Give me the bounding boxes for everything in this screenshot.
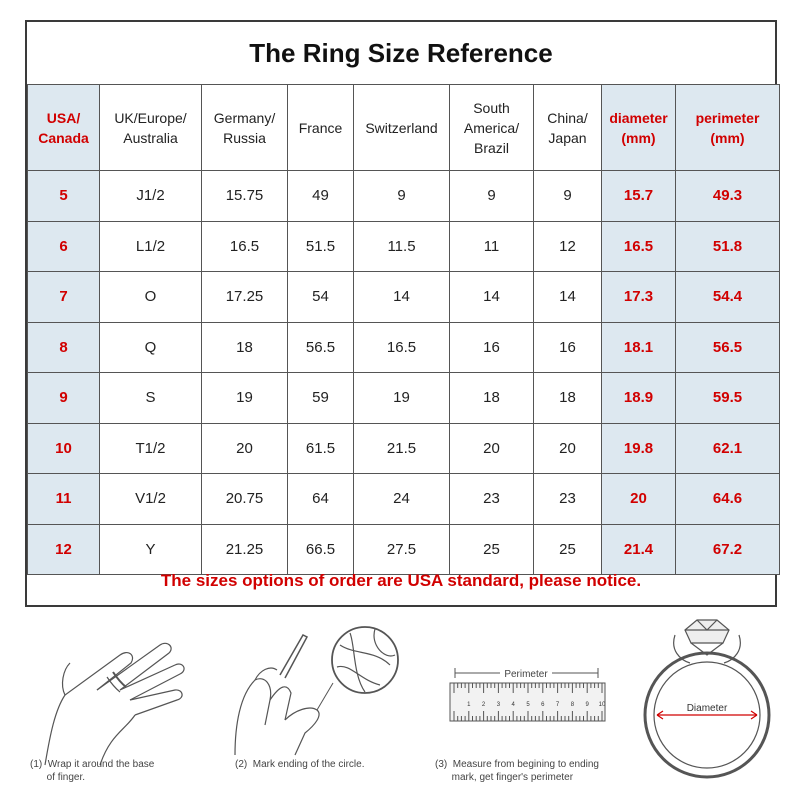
usa-size-cell: 6	[28, 221, 100, 272]
table-row	[28, 373, 780, 424]
usa-size-cell: 11	[28, 474, 100, 525]
measurement-cell: 19.8	[602, 423, 676, 474]
size-cell: 16	[534, 322, 602, 373]
size-cell: 16	[450, 322, 534, 373]
ring-size-chart	[25, 20, 777, 607]
size-cell: 16.5	[354, 322, 450, 373]
measurement-cell: 18.1	[602, 322, 676, 373]
table-row	[28, 221, 780, 272]
size-cell: 11.5	[354, 221, 450, 272]
size-cell: 14	[354, 272, 450, 323]
column-header: China/ Japan	[534, 85, 602, 171]
size-cell: 59	[288, 373, 354, 424]
usa-size-cell: 9	[28, 373, 100, 424]
size-cell: 20	[450, 423, 534, 474]
size-cell: 9	[534, 171, 602, 222]
table-row	[28, 272, 780, 323]
chart-title: The Ring Size Reference	[249, 38, 553, 68]
step-3-caption: (3) Measure from begining to ending mark, get finger's perimeter	[435, 759, 599, 783]
column-header: South America/ Brazil	[450, 85, 534, 171]
size-cell: 18	[450, 373, 534, 424]
column-header: France	[288, 85, 354, 171]
measurement-cell: 62.1	[676, 423, 780, 474]
column-header: perimeter (mm)	[676, 85, 780, 171]
table-header-row	[28, 85, 780, 171]
measurement-cell: 64.6	[676, 474, 780, 525]
size-cell: V1/2	[100, 474, 202, 525]
size-cell: 12	[534, 221, 602, 272]
size-cell: 14	[534, 272, 602, 323]
measurement-steps	[25, 615, 777, 795]
step-1	[25, 615, 210, 795]
measurement-cell: 59.5	[676, 373, 780, 424]
step-2	[225, 615, 430, 795]
hand-wrap-illustration	[25, 615, 210, 765]
usa-size-cell: 10	[28, 423, 100, 474]
size-cell: 64	[288, 474, 354, 525]
usa-size-cell: 12	[28, 524, 100, 575]
measurement-cell: 51.8	[676, 221, 780, 272]
size-cell: 23	[534, 474, 602, 525]
ring-illustration	[635, 615, 777, 790]
mark-circle-illustration	[225, 615, 430, 755]
size-cell: 19	[354, 373, 450, 424]
size-cell: 20	[534, 423, 602, 474]
size-cell: 17.25	[202, 272, 288, 323]
size-cell: 18	[202, 322, 288, 373]
size-cell: 16.5	[202, 221, 288, 272]
column-header: Germany/ Russia	[202, 85, 288, 171]
step-3	[430, 615, 630, 795]
table-row	[28, 474, 780, 525]
usa-size-cell: 7	[28, 272, 100, 323]
measurement-cell: 17.3	[602, 272, 676, 323]
size-cell: 54	[288, 272, 354, 323]
size-cell: L1/2	[100, 221, 202, 272]
measurement-cell: 56.5	[676, 322, 780, 373]
ring-size-table	[27, 84, 780, 575]
ring-diameter	[635, 615, 777, 795]
size-cell: 14	[450, 272, 534, 323]
size-cell: 11	[450, 221, 534, 272]
size-cell: 20	[202, 423, 288, 474]
measurement-cell: 49.3	[676, 171, 780, 222]
measurement-cell: 54.4	[676, 272, 780, 323]
size-cell: 18	[534, 373, 602, 424]
size-cell: 21.5	[354, 423, 450, 474]
size-cell: 49	[288, 171, 354, 222]
measurement-cell: 20	[602, 474, 676, 525]
measurement-cell: 16.5	[602, 221, 676, 272]
step-2-caption: (2) Mark ending of the circle.	[235, 759, 365, 770]
size-cell: 66.5	[288, 524, 354, 575]
size-cell: 15.75	[202, 171, 288, 222]
size-cell: O	[100, 272, 202, 323]
size-cell: 56.5	[288, 322, 354, 373]
diameter-label: Diameter	[686, 703, 728, 714]
size-cell: T1/2	[100, 423, 202, 474]
ruler-number: 6	[541, 702, 545, 708]
size-cell: 21.25	[202, 524, 288, 575]
ruler-number: 7	[555, 702, 560, 708]
size-cell: S	[100, 373, 202, 424]
step-1-caption: (1) Wrap it around the base of finger.	[30, 759, 155, 783]
column-header: USA/ Canada	[28, 85, 100, 171]
ruler-illustration	[430, 615, 630, 755]
measurement-cell: 18.9	[602, 373, 676, 424]
size-cell: J1/2	[100, 171, 202, 222]
size-cell: Y	[100, 524, 202, 575]
table-row	[28, 423, 780, 474]
size-cell: 51.5	[288, 221, 354, 272]
column-header: Switzerland	[354, 85, 450, 171]
usa-size-cell: 5	[28, 171, 100, 222]
ruler-number: 4	[511, 702, 515, 708]
size-cell: 20.75	[202, 474, 288, 525]
column-header: diameter (mm)	[602, 85, 676, 171]
ruler-number: 10	[598, 702, 606, 708]
measurement-cell: 21.4	[602, 524, 676, 575]
usa-size-cell: 8	[28, 322, 100, 373]
size-cell: 23	[450, 474, 534, 525]
perimeter-label: Perimeter	[504, 669, 548, 680]
usa-standard-notice: The sizes options of order are USA standard, please notice.	[160, 571, 642, 590]
ruler-number: 3	[496, 702, 501, 708]
size-cell: 9	[450, 171, 534, 222]
ruler-number: 9	[585, 702, 589, 708]
ruler-number: 2	[481, 702, 486, 708]
table-row	[28, 322, 780, 373]
size-cell: 24	[354, 474, 450, 525]
size-cell: 61.5	[288, 423, 354, 474]
size-cell: 27.5	[354, 524, 450, 575]
column-header: UK/Europe/ Australia	[100, 85, 202, 171]
table-row	[28, 171, 780, 222]
ruler-number: 1	[467, 702, 471, 708]
measurement-cell: 15.7	[602, 171, 676, 222]
ruler-number: 5	[526, 702, 530, 708]
size-cell: 25	[534, 524, 602, 575]
measurement-cell: 67.2	[676, 524, 780, 575]
ruler-number: 8	[570, 702, 575, 708]
size-cell: Q	[100, 322, 202, 373]
size-cell: 19	[202, 373, 288, 424]
size-cell: 25	[450, 524, 534, 575]
size-cell: 9	[354, 171, 450, 222]
